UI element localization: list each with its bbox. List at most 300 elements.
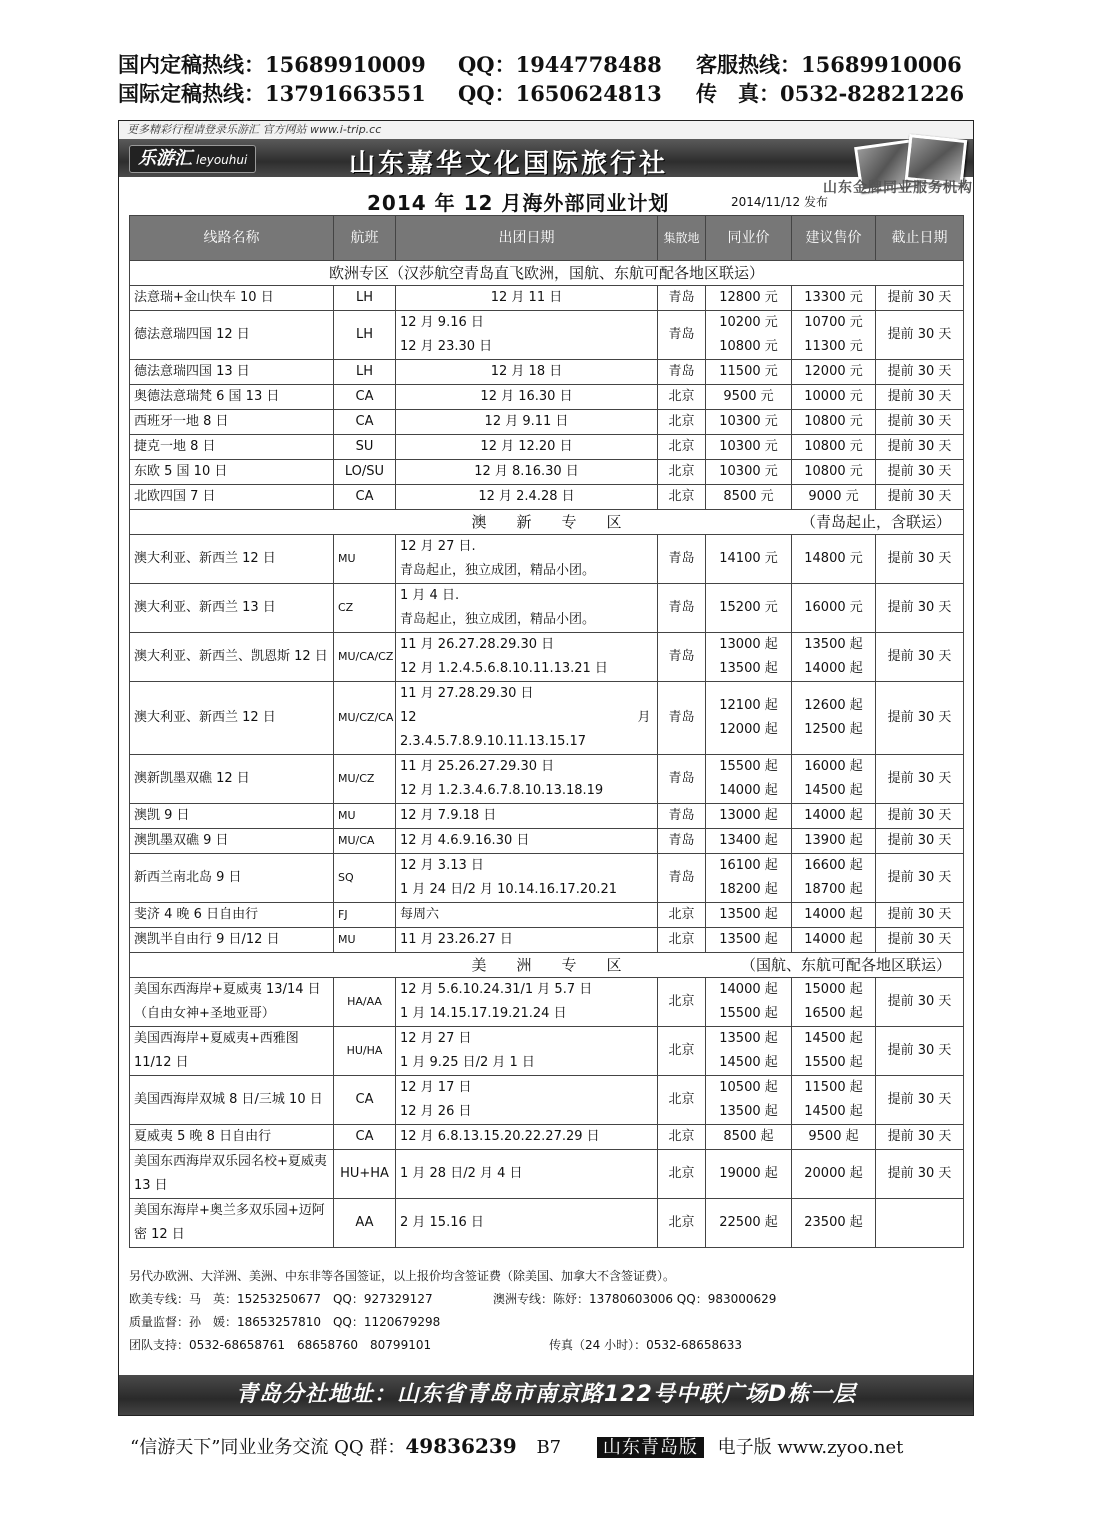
trade-price bbox=[706, 903, 792, 928]
depart-dates-line: 12 月 3.13 日 bbox=[400, 858, 484, 873]
table-row bbox=[130, 633, 964, 682]
table-row bbox=[130, 1027, 964, 1076]
trade-price-line: 15500 起 bbox=[719, 759, 778, 774]
route-name: 澳大利亚、新西兰、凯恩斯 12 日 bbox=[130, 633, 334, 682]
retail-price bbox=[792, 1076, 876, 1125]
retail-price bbox=[792, 584, 876, 633]
depart-dates bbox=[396, 485, 658, 510]
trade-price-line: 16100 起 bbox=[719, 858, 778, 873]
depart-dates-line: 12 月 1.2.4.5.6.8.10.11.13.21 日 bbox=[400, 661, 608, 676]
flight-code: MU bbox=[334, 535, 396, 584]
depart-dates bbox=[396, 682, 658, 755]
retail-price bbox=[792, 435, 876, 460]
route-name: 捷克一地 8 日 bbox=[130, 435, 334, 460]
trade-price-line: 10300 元 bbox=[719, 464, 778, 479]
trade-price-line: 19000 起 bbox=[719, 1166, 778, 1181]
trade-price-line: 10200 元 bbox=[719, 315, 778, 330]
table-row bbox=[130, 1076, 964, 1125]
depart-dates bbox=[396, 1199, 658, 1248]
route-name: 北欧四国 7 日 bbox=[130, 485, 334, 510]
trade-price-line: 14100 元 bbox=[719, 551, 778, 566]
depart-dates bbox=[396, 928, 658, 953]
trade-price-line: 13500 起 bbox=[719, 1104, 778, 1119]
trade-price-line: 13000 起 bbox=[719, 808, 778, 823]
depart-dates-line: 12 月 27 日. bbox=[400, 539, 476, 554]
retail-price-line: 13900 起 bbox=[804, 833, 863, 848]
depart-dates-line: 12 月 18 日 bbox=[490, 364, 563, 379]
hub-city: 青岛 bbox=[658, 829, 706, 854]
trade-price-line: 10300 元 bbox=[719, 439, 778, 454]
depart-dates-line: 12 月 27 日 bbox=[400, 1031, 472, 1046]
footer-group-qq: 49836239 bbox=[405, 1434, 517, 1458]
trade-price bbox=[706, 360, 792, 385]
deadline: 提前 30 天 bbox=[876, 535, 964, 584]
depart-dates-line: 11 月 25.26.27.29.30 日 bbox=[400, 759, 555, 774]
table-row bbox=[130, 1125, 964, 1150]
depart-dates-line: 12 月 4.6.9.16.30 日 bbox=[400, 833, 530, 848]
table-row bbox=[130, 385, 964, 410]
ad-frame bbox=[118, 120, 974, 1416]
trade-price-line: 13400 起 bbox=[719, 833, 778, 848]
depart-dates-line: 11 月 23.26.27 日 bbox=[400, 932, 513, 947]
retail-price-line: 14000 起 bbox=[804, 907, 863, 922]
trade-price-line: 12100 起 bbox=[719, 698, 778, 713]
retail-price bbox=[792, 928, 876, 953]
trade-price-line: 8500 元 bbox=[723, 489, 774, 504]
group-support: 团队支持：0532-68658761 68658760 80799101 bbox=[129, 1338, 432, 1352]
hub-city: 北京 bbox=[658, 385, 706, 410]
header-flight: 航班 bbox=[334, 216, 396, 261]
depart-dates-line: 12 月 26 日 bbox=[400, 1104, 472, 1119]
depart-dates-line: 12 月 7.9.18 日 bbox=[400, 808, 497, 823]
logo-text: 乐游汇 bbox=[138, 148, 192, 169]
retail-price-line: 10800 元 bbox=[804, 439, 863, 454]
depart-dates-line: 1 月 14.15.17.19.21.24 日 bbox=[400, 1006, 567, 1021]
trade-price-line: 14000 起 bbox=[719, 982, 778, 997]
trade-price bbox=[706, 385, 792, 410]
flight-code: HU+HA bbox=[334, 1150, 396, 1199]
retail-price bbox=[792, 286, 876, 311]
retail-price-line: 10700 元 bbox=[804, 315, 863, 330]
hub-city: 青岛 bbox=[658, 755, 706, 804]
depart-dates-line: 2.3.4.5.7.8.9.10.11.13.15.17 bbox=[400, 734, 587, 749]
flight-code: HA/AA bbox=[334, 978, 396, 1027]
deadline: 提前 30 天 bbox=[876, 311, 964, 360]
table-row bbox=[130, 903, 964, 928]
table-row bbox=[130, 435, 964, 460]
depart-dates bbox=[396, 1150, 658, 1199]
depart-dates-line: 12 月 8.16.30 日 bbox=[474, 464, 579, 479]
trade-price bbox=[706, 584, 792, 633]
brand-logo bbox=[129, 145, 256, 173]
route-name: 东欧 5 国 10 日 bbox=[130, 460, 334, 485]
hub-city: 北京 bbox=[658, 410, 706, 435]
depart-dates-line: 1 月 9.25 日/2 月 1 日 bbox=[400, 1055, 535, 1070]
depart-dates-line: 1 月 24 日/2 月 10.14.16.17.20.21 bbox=[400, 882, 618, 897]
trade-price bbox=[706, 286, 792, 311]
section-header bbox=[130, 261, 964, 286]
retail-price-line: 13300 元 bbox=[804, 290, 863, 305]
flight-code: MU bbox=[334, 928, 396, 953]
trade-price-line: 13500 起 bbox=[719, 661, 778, 676]
retail-price-line: 12600 起 bbox=[804, 698, 863, 713]
depart-dates-line: 12 月 9.16 日 bbox=[400, 315, 484, 330]
deadline: 提前 30 天 bbox=[876, 755, 964, 804]
retail-price-line: 16000 元 bbox=[804, 600, 863, 615]
depart-dates bbox=[396, 410, 658, 435]
depart-dates-line: 12 月 12.20 日 bbox=[480, 439, 573, 454]
fax-number: 传 真：0532-82821226 bbox=[696, 81, 965, 106]
flight-code: HU/HA bbox=[334, 1027, 396, 1076]
retail-price-line: 13500 起 bbox=[804, 637, 863, 652]
retail-price-line: 15000 起 bbox=[804, 982, 863, 997]
retail-price bbox=[792, 633, 876, 682]
route-name: 奥德法意瑞梵 6 国 13 日 bbox=[130, 385, 334, 410]
retail-price bbox=[792, 311, 876, 360]
retail-price-line: 14800 元 bbox=[804, 551, 863, 566]
depart-dates-line: 2 月 15.16 日 bbox=[400, 1215, 484, 1230]
depart-dates bbox=[396, 829, 658, 854]
branch-address: 青岛分社地址：山东省青岛市南京路122号中联广场D栋一层 bbox=[119, 1375, 973, 1415]
trade-price bbox=[706, 1125, 792, 1150]
quality-contact: 质量监督：孙 媛：18653257810 QQ：1120679298 bbox=[129, 1315, 441, 1329]
retail-price-line: 9500 起 bbox=[808, 1129, 859, 1144]
hotlines bbox=[118, 50, 978, 108]
depart-dates bbox=[396, 1076, 658, 1125]
flight-code: AA bbox=[334, 1199, 396, 1248]
retail-price bbox=[792, 1199, 876, 1248]
depart-dates bbox=[396, 286, 658, 311]
table-row bbox=[130, 854, 964, 903]
hub-city: 青岛 bbox=[658, 311, 706, 360]
route-name: 夏威夷 5 晚 8 日自由行 bbox=[130, 1125, 334, 1150]
depart-dates-line: 12 月 16.30 日 bbox=[480, 389, 573, 404]
flight-code: CA bbox=[334, 485, 396, 510]
deadline: 提前 30 天 bbox=[876, 584, 964, 633]
section-cell bbox=[130, 510, 964, 535]
table-row bbox=[130, 1199, 964, 1248]
header-trade-price: 同业价 bbox=[706, 216, 792, 261]
retail-price-line: 14500 起 bbox=[804, 1104, 863, 1119]
hub-city: 青岛 bbox=[658, 682, 706, 755]
flight-code: MU/CZ bbox=[334, 755, 396, 804]
deadline: 提前 30 天 bbox=[876, 633, 964, 682]
trade-price bbox=[706, 755, 792, 804]
retail-price-line: 18700 起 bbox=[804, 882, 863, 897]
deadline: 提前 30 天 bbox=[876, 460, 964, 485]
route-name: 澳大利亚、新西兰 12 日 bbox=[130, 682, 334, 755]
retail-price-line: 16000 起 bbox=[804, 759, 863, 774]
deadline: 提前 30 天 bbox=[876, 360, 964, 385]
trade-price bbox=[706, 928, 792, 953]
route-name: 法意瑞+金山快车 10 日 bbox=[130, 286, 334, 311]
depart-dates bbox=[396, 804, 658, 829]
retail-price bbox=[792, 385, 876, 410]
depart-dates bbox=[396, 460, 658, 485]
route-name: 澳凯墨双礁 9 日 bbox=[130, 829, 334, 854]
table-row bbox=[130, 460, 964, 485]
deadline: 提前 30 天 bbox=[876, 903, 964, 928]
hub-city: 青岛 bbox=[658, 360, 706, 385]
retail-price-line: 15500 起 bbox=[804, 1055, 863, 1070]
hub-city: 北京 bbox=[658, 485, 706, 510]
trade-price bbox=[706, 311, 792, 360]
retail-price bbox=[792, 755, 876, 804]
trade-price-line: 14500 起 bbox=[719, 1055, 778, 1070]
depart-dates bbox=[396, 903, 658, 928]
table-header bbox=[130, 216, 964, 261]
retail-price bbox=[792, 829, 876, 854]
deadline: 提前 30 天 bbox=[876, 928, 964, 953]
header-retail-price: 建议售价 bbox=[792, 216, 876, 261]
retail-price bbox=[792, 535, 876, 584]
route-name: 德法意瑞四国 12 日 bbox=[130, 311, 334, 360]
au-contact: 澳洲专线：陈妤：13780603006 QQ：983000629 bbox=[493, 1292, 777, 1306]
trade-price-line: 11500 元 bbox=[719, 364, 778, 379]
slogan: 山东金牌同业服务机构 bbox=[823, 180, 973, 196]
depart-dates-line: 12 月 11 日 bbox=[490, 290, 563, 305]
depart-dates-line: 12 月 23.30 日 bbox=[400, 339, 493, 354]
visa-note: 另代办欧洲、大洋洲、美洲、中东非等各国签证，以上报价均含签证费（除美国、加拿大不含签证费）。 bbox=[129, 1269, 676, 1283]
retail-price-line: 14500 起 bbox=[804, 1031, 863, 1046]
header-deadline: 截止日期 bbox=[876, 216, 964, 261]
flight-code: LO/SU bbox=[334, 460, 396, 485]
flight-code: CZ bbox=[334, 584, 396, 633]
deadline: 提前 30 天 bbox=[876, 435, 964, 460]
retail-price bbox=[792, 485, 876, 510]
table-row bbox=[130, 1150, 964, 1199]
table-row bbox=[130, 755, 964, 804]
retail-price-line: 23500 起 bbox=[804, 1215, 863, 1230]
trade-price bbox=[706, 1027, 792, 1076]
retail-price bbox=[792, 1027, 876, 1076]
trade-price-line: 13500 起 bbox=[719, 907, 778, 922]
hub-city: 青岛 bbox=[658, 854, 706, 903]
retail-price-line: 12000 元 bbox=[804, 364, 863, 379]
route-name: 澳大利亚、新西兰 13 日 bbox=[130, 584, 334, 633]
depart-dates bbox=[396, 435, 658, 460]
header-dates: 出团日期 bbox=[396, 216, 658, 261]
hub-city: 青岛 bbox=[658, 633, 706, 682]
retail-price bbox=[792, 682, 876, 755]
domestic-hotline: 国内定稿热线：15689910009 bbox=[118, 52, 426, 77]
hub-city: 北京 bbox=[658, 460, 706, 485]
trade-price-line: 13500 起 bbox=[719, 1031, 778, 1046]
depart-dates bbox=[396, 1125, 658, 1150]
section-cell bbox=[130, 261, 964, 286]
depart-dates-line: 12 月 5.6.10.24.31/1 月 5.7 日 bbox=[400, 982, 593, 997]
footer-group-label: “信游天下”同业业务交流 QQ 群： bbox=[130, 1437, 406, 1458]
table-row bbox=[130, 360, 964, 385]
trade-price bbox=[706, 535, 792, 584]
deadline: 提前 30 天 bbox=[876, 410, 964, 435]
table-row bbox=[130, 804, 964, 829]
trade-price-line: 13500 起 bbox=[719, 932, 778, 947]
section-title: 欧洲专区（汉莎航空青岛直飞欧洲，国航、东航可配各地区联运） bbox=[328, 264, 764, 282]
banner-tagline: 更多精彩行程请登录乐游汇 官方网站 www.i-trip.cc bbox=[119, 121, 973, 139]
depart-dates bbox=[396, 755, 658, 804]
depart-dates bbox=[396, 978, 658, 1027]
deadline: 提前 30 天 bbox=[876, 829, 964, 854]
eu-contact: 欧美专线：马 英：15253250677 QQ：927329127 bbox=[129, 1292, 433, 1306]
hub-city: 青岛 bbox=[658, 286, 706, 311]
depart-dates bbox=[396, 311, 658, 360]
depart-dates bbox=[396, 535, 658, 584]
deadline: 提前 30 天 bbox=[876, 1076, 964, 1125]
trade-price bbox=[706, 435, 792, 460]
route-name: 澳大利亚、新西兰 12 日 bbox=[130, 535, 334, 584]
depart-dates-line: 1 月 4 日. bbox=[400, 588, 460, 603]
flight-code: LH bbox=[334, 360, 396, 385]
trade-price-line: 22500 起 bbox=[719, 1215, 778, 1230]
depart-dates-line: 12 月 1.2.3.4.6.7.8.10.13.18.19 bbox=[400, 783, 604, 798]
plan-title: 2014 年 12 月海外部同业计划 bbox=[367, 191, 670, 215]
depart-dates bbox=[396, 360, 658, 385]
route-name: 美国西海岸双城 8 日/三城 10 日 bbox=[130, 1076, 334, 1125]
table-row bbox=[130, 311, 964, 360]
domestic-qq: QQ：1944778488 bbox=[458, 52, 662, 77]
depart-dates bbox=[396, 633, 658, 682]
flight-code: SQ bbox=[334, 854, 396, 903]
trade-price bbox=[706, 854, 792, 903]
trade-price bbox=[706, 682, 792, 755]
trade-price bbox=[706, 804, 792, 829]
retail-price-line: 9000 元 bbox=[808, 489, 859, 504]
hub-city: 青岛 bbox=[658, 804, 706, 829]
route-name: 美国东海岸+奥兰多双乐园+迈阿密 12 日 bbox=[130, 1199, 334, 1248]
depart-dates-line: 青岛起止，独立成团，精品小团。 bbox=[400, 563, 596, 578]
flight-code: SU bbox=[334, 435, 396, 460]
flight-code: MU/CZ/CA bbox=[334, 682, 396, 755]
trade-price bbox=[706, 829, 792, 854]
flight-code: FJ bbox=[334, 903, 396, 928]
table-row bbox=[130, 584, 964, 633]
fax-24h: 传真（24 小时）：0532-68658633 bbox=[549, 1338, 743, 1352]
table-row bbox=[130, 928, 964, 953]
route-name: 澳凯半自由行 9 日/12 日 bbox=[130, 928, 334, 953]
deadline: 提前 30 天 bbox=[876, 804, 964, 829]
section-title: 澳 新 专 区 bbox=[471, 513, 622, 531]
schedule-table bbox=[129, 215, 964, 1248]
trade-price-line: 10800 元 bbox=[719, 339, 778, 354]
trade-price-line: 15500 起 bbox=[719, 1006, 778, 1021]
depart-dates-line: 1 月 28 日/2 月 4 日 bbox=[400, 1166, 523, 1181]
flight-code: CA bbox=[334, 410, 396, 435]
route-name: 美国东西海岸双乐园名校+夏威夷 13 日 bbox=[130, 1150, 334, 1199]
depart-dates bbox=[396, 385, 658, 410]
trade-price bbox=[706, 410, 792, 435]
hotline-row-1 bbox=[118, 50, 978, 79]
section-header bbox=[130, 510, 964, 535]
retail-price bbox=[792, 903, 876, 928]
header-route: 线路名称 bbox=[130, 216, 334, 261]
depart-dates-line: 每周六 bbox=[400, 907, 440, 922]
table-row bbox=[130, 978, 964, 1027]
depart-dates bbox=[396, 854, 658, 903]
trade-price-line: 12000 起 bbox=[719, 722, 778, 737]
trade-price-line: 8500 起 bbox=[723, 1129, 774, 1144]
trade-price-line: 9500 元 bbox=[723, 389, 774, 404]
retail-price bbox=[792, 978, 876, 1027]
retail-price-line: 10000 元 bbox=[804, 389, 863, 404]
retail-price bbox=[792, 1150, 876, 1199]
depart-dates bbox=[396, 584, 658, 633]
deadline: 提前 30 天 bbox=[876, 485, 964, 510]
retail-price bbox=[792, 1125, 876, 1150]
service-hotline: 客服热线：15689910006 bbox=[696, 52, 962, 77]
trade-price-line: 18200 起 bbox=[719, 882, 778, 897]
retail-price-line: 14000 起 bbox=[804, 661, 863, 676]
trade-price bbox=[706, 485, 792, 510]
footer-site: 电子版 www.zyoo.net bbox=[717, 1437, 904, 1458]
table-row bbox=[130, 829, 964, 854]
trade-price-line: 13000 起 bbox=[719, 637, 778, 652]
retail-price-line: 11500 起 bbox=[804, 1080, 863, 1095]
trade-price bbox=[706, 633, 792, 682]
route-name: 德法意瑞四国 13 日 bbox=[130, 360, 334, 385]
flight-code: CA bbox=[334, 385, 396, 410]
table-row bbox=[130, 410, 964, 435]
publish-date: 2014/11/12 发布 bbox=[731, 195, 828, 209]
hub-city: 青岛 bbox=[658, 535, 706, 584]
deadline bbox=[876, 1199, 964, 1248]
section-title: 美 洲 专 区 bbox=[471, 956, 622, 974]
retail-price-line: 12500 起 bbox=[804, 722, 863, 737]
retail-price bbox=[792, 854, 876, 903]
retail-price-line: 16500 起 bbox=[804, 1006, 863, 1021]
flight-code: MU bbox=[334, 804, 396, 829]
route-name: 美国东西海岸+夏威夷 13/14 日（自由女神+圣地亚哥） bbox=[130, 978, 334, 1027]
schedule-body bbox=[130, 261, 964, 1248]
hub-city: 青岛 bbox=[658, 584, 706, 633]
flight-code: MU/CA bbox=[334, 829, 396, 854]
retail-price-line: 14500 起 bbox=[804, 783, 863, 798]
deadline: 提前 30 天 bbox=[876, 1150, 964, 1199]
trade-price-line: 14000 起 bbox=[719, 783, 778, 798]
route-name: 西班牙一地 8 日 bbox=[130, 410, 334, 435]
hub-city: 北京 bbox=[658, 1199, 706, 1248]
section-note: （国航、东航可配各地区联运） bbox=[740, 956, 951, 974]
notes bbox=[129, 1265, 963, 1357]
deadline: 提前 30 天 bbox=[876, 978, 964, 1027]
brand-bar bbox=[119, 139, 973, 177]
header-hub: 集散地 bbox=[658, 216, 706, 261]
deadline: 提前 30 天 bbox=[876, 385, 964, 410]
retail-price-line: 16600 起 bbox=[804, 858, 863, 873]
footer-edition: 山东青岛版 bbox=[597, 1437, 704, 1458]
route-name: 美国西海岸+夏威夷+西雅图 11/12 日 bbox=[130, 1027, 334, 1076]
hub-city: 北京 bbox=[658, 1150, 706, 1199]
deadline: 提前 30 天 bbox=[876, 286, 964, 311]
flight-code: CA bbox=[334, 1125, 396, 1150]
footer-page: B7 bbox=[536, 1437, 562, 1458]
section-header bbox=[130, 953, 964, 978]
hub-city: 北京 bbox=[658, 978, 706, 1027]
hub-city: 北京 bbox=[658, 1027, 706, 1076]
hub-city: 北京 bbox=[658, 435, 706, 460]
deadline: 提前 30 天 bbox=[876, 854, 964, 903]
retail-price-line: 20000 起 bbox=[804, 1166, 863, 1181]
depart-dates-line: 12 月 9.11 日 bbox=[484, 414, 569, 429]
trade-price-line: 10500 起 bbox=[719, 1080, 778, 1095]
trade-price-line: 10300 元 bbox=[719, 414, 778, 429]
depart-dates-line: 12 月 17 日 bbox=[400, 1080, 472, 1095]
flight-code: CA bbox=[334, 1076, 396, 1125]
flight-code: MU/CA/CZ bbox=[334, 633, 396, 682]
depart-dates-line: 11 月 27.28.29.30 日 bbox=[400, 686, 534, 701]
table-row bbox=[130, 286, 964, 311]
trade-price bbox=[706, 1199, 792, 1248]
